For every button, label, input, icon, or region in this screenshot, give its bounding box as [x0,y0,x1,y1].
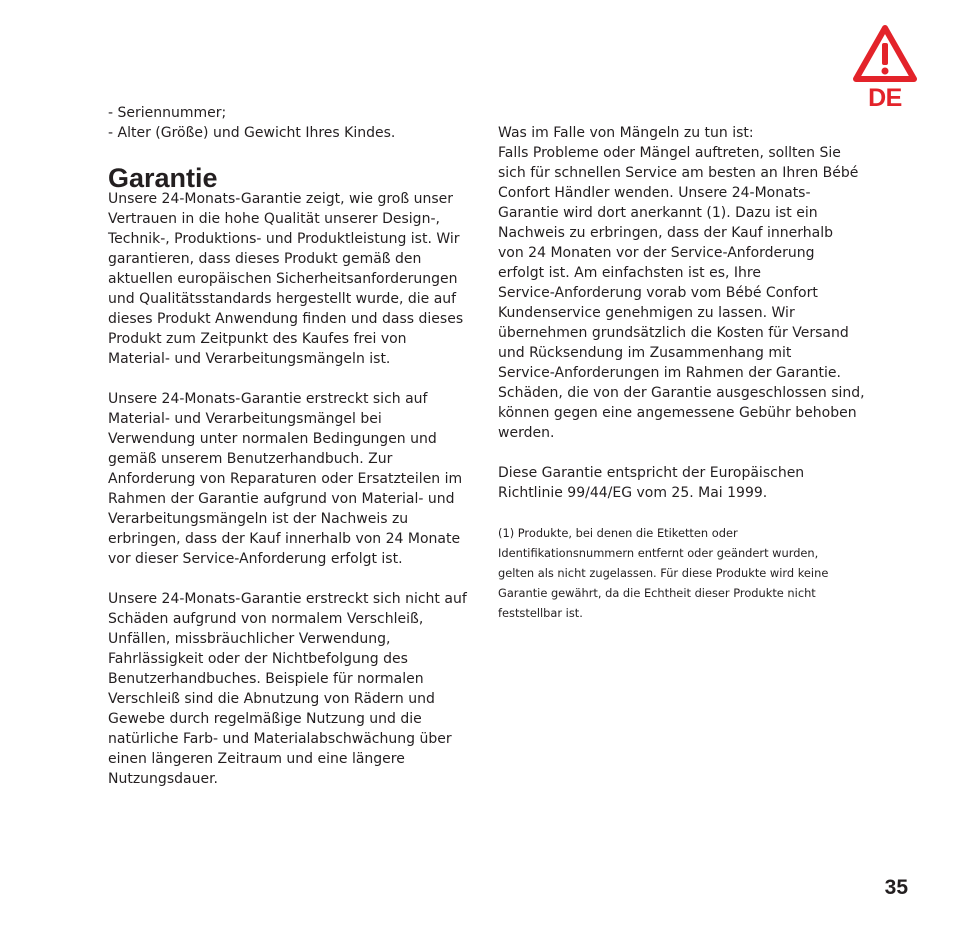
paragraph: Was im Falle von Mängeln zu tun ist: Falls Probleme oder Mängel auftreten, sollten Sie sich für schnellen Service am besten an Ihren Bébé Confort Händler wenden. Unsere 24-Monats- Garantie wird dort anerkannt (1). Dazu ist ein Nachweis zu erbringen, dass der Kauf innerhalb von 24 Monaten vor der Service-Anforderung erfolgt ist. Am einfachsten ist es, Ihre Service-Anforderung vorab vom Bébé Confort Kundenservice genehmigen zu lassen. Wir übernehmen grundsätzlich die Kosten für Versand und Rücksendung im Zusammenhang mit Service-Anforderungen im Rahmen der Garantie. Schäden, die von der Garantie ausgeschlossen sind, können gegen eine angemessene Gebühr behoben werden. [498,125,865,441]
paragraph: Unsere 24-Monats-Garantie erstreckt sich nicht auf Schäden aufgrund von normalem Verschleiß, Unfällen, missbräuchlicher Verwendung, Fahrlässigkeit oder der Nichtbefolgung des Benutzerhandbuches. Beispiele für normalen Verschleiß sind die Abnutzung von Rädern und Gewebe durch regelmäßige Nutzung und die natürliche Farb- und Materialabschwächung über einen längeren Zeitraum und eine längere Nutzungsdauer. [108,591,467,787]
paragraph: Unsere 24-Monats-Garantie zeigt, wie groß unser Vertrauen in die hohe Qualität unserer Design-, Technik-, Produktions- und Produktleistung ist. Wir garantieren, dass dieses Produkt gemäß den aktuellen europäischen Sicherheitsanforderungen und Qualitätsstandards hergestellt wurde, die auf dieses Produkt Anwendung finden und dass dieses Produkt zum Zeitpunkt des Kaufes frei von Material- und Verarbeitungsmängeln ist. [108,191,464,367]
paragraph: Unsere 24-Monats-Garantie erstreckt sich auf Material- und Verarbeitungsmängel bei Verwendung unter normalen Bedingungen und gemäß unserem Benutzerhandbuch. Zur Anforderung von Reparaturen oder Ersatzteilen im Rahmen der Garantie aufgrund von Material- und Verarbeitungsmängeln ist der Nachweis zu erbringen, dass der Kauf innerhalb von 24 Monate vor dieser Service-Anforderung erfolgt ist. [108,391,463,567]
page-number: 35 [884,876,908,899]
intro-list: - Seriennummer; - Alter (Größe) und Gewicht Ihres Kindes. [108,105,396,141]
right-column [498,123,866,623]
paragraph: Diese Garantie entspricht der Europäischen Richtlinie 99/44/EG vom 25. Mai 1999. [498,465,805,501]
footnote: (1) Produkte, bei denen die Etiketten oder Identifikationsnummern entfernt oder geändert wurden, gelten als nicht zugelassen. Für diese Produkte wird keine Garantie gewährt, da die Echtheit dieser Produkte nicht feststellbar ist. [498,526,829,620]
left-column [108,103,480,789]
language-code-badge: DE [868,84,902,112]
section-heading: Garantie [108,163,218,193]
